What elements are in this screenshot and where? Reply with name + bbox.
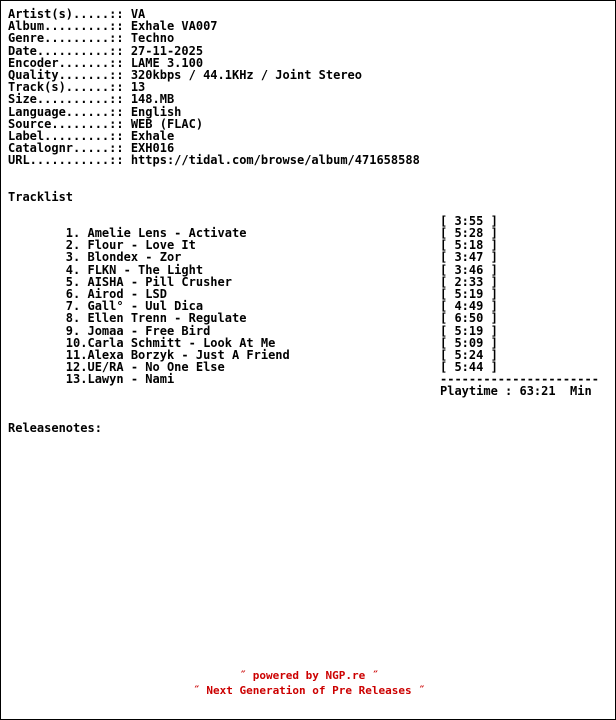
track-label: 13.Lawyn - Nami — [65, 372, 175, 387]
footer — [1, 668, 616, 698]
tracklist-heading: Tracklist — [8, 189, 74, 204]
track-duration: [ 5:19 ] — [440, 286, 498, 301]
track-duration: [ 5:44 ] — [440, 360, 498, 375]
track-duration: [ 5:24 ] — [440, 347, 498, 362]
track-duration: [ 5:18 ] — [440, 238, 498, 253]
track-label: 1. Amelie Lens - Activate — [65, 226, 247, 241]
footer-powered-by: ˝ powered by NGP.re ˝ — [239, 669, 379, 682]
track-duration: [ 3:55 ] — [440, 213, 498, 228]
track-duration: [ 3:47 ] — [440, 250, 498, 265]
track-duration: [ 4:49 ] — [440, 299, 498, 314]
spacer — [8, 398, 610, 422]
track-label: 9. Jomaa - Free Bird — [65, 323, 211, 338]
spacer — [8, 167, 610, 191]
info-line-artist: Artist(s).....:: VA — [8, 7, 146, 21]
tracklist — [8, 213, 610, 387]
info-line-date: Date..........:: 27-11-2025 — [8, 43, 204, 58]
info-line-album: Album.........:: Exhale VA007 — [8, 19, 218, 34]
info-line-quality: Quality.......:: 320kbps / 44.1KHz / Joint Stereo — [8, 68, 363, 83]
nfo-content — [8, 8, 610, 434]
playtime-row — [8, 385, 610, 397]
track-duration: [ 5:09 ] — [440, 335, 498, 350]
info-line-url: URL...........:: https://tidal.com/browse/album/471658588 — [8, 153, 420, 168]
info-line-language: Language......:: English — [8, 104, 182, 119]
info-line-tracks: Track(s)......:: 13 — [8, 80, 146, 95]
track-label: 12.UE/RA - No One Else — [65, 360, 225, 375]
track-duration: [ 2:33 ] — [440, 274, 498, 289]
info-line-label: Label.........:: Exhale — [8, 129, 175, 144]
track-label: 7. Gall° - Uul Dica — [65, 299, 204, 314]
track-duration: [ 5:28 ] — [440, 226, 498, 241]
divider-dashes: ---------------------- — [440, 372, 599, 387]
track-label: 8. Ellen Trenn - Regulate — [65, 311, 247, 326]
release-info-block — [8, 8, 610, 167]
playtime-total: Playtime : 63:21 Min — [440, 384, 592, 399]
track-label: 5. AISHA - Pill Crusher — [65, 274, 232, 289]
track-duration: [ 6:50 ] — [440, 311, 498, 326]
track-label: 4. FLKN - The Light — [65, 262, 204, 277]
info-line-encoder: Encoder.......:: LAME 3.100 — [8, 55, 204, 70]
info-line-source: Source........:: WEB (FLAC) — [8, 116, 204, 131]
footer-tagline: ˝ Next Generation of Pre Releases ˝ — [193, 684, 425, 697]
track-label: 2. Flour - Love It — [65, 238, 196, 253]
track-label: 6. Airod - LSD — [65, 286, 167, 301]
track-label: 11.Alexa Borzyk - Just A Friend — [65, 347, 290, 362]
spacer — [8, 203, 610, 215]
track-duration: [ 5:19 ] — [440, 323, 498, 338]
releasenotes-heading: Releasenotes: — [8, 420, 102, 435]
track-duration: [ 3:46 ] — [440, 262, 498, 277]
track-label: 3. Blondex - Zor — [65, 250, 182, 265]
info-line-genre: Genre.........:: Techno — [8, 31, 175, 46]
track-label: 10.Carla Schmitt - Look At Me — [65, 335, 276, 350]
info-line-size: Size..........:: 148.MB — [8, 92, 175, 107]
info-line-catalognr: Catalognr.....:: EXH016 — [8, 141, 175, 156]
